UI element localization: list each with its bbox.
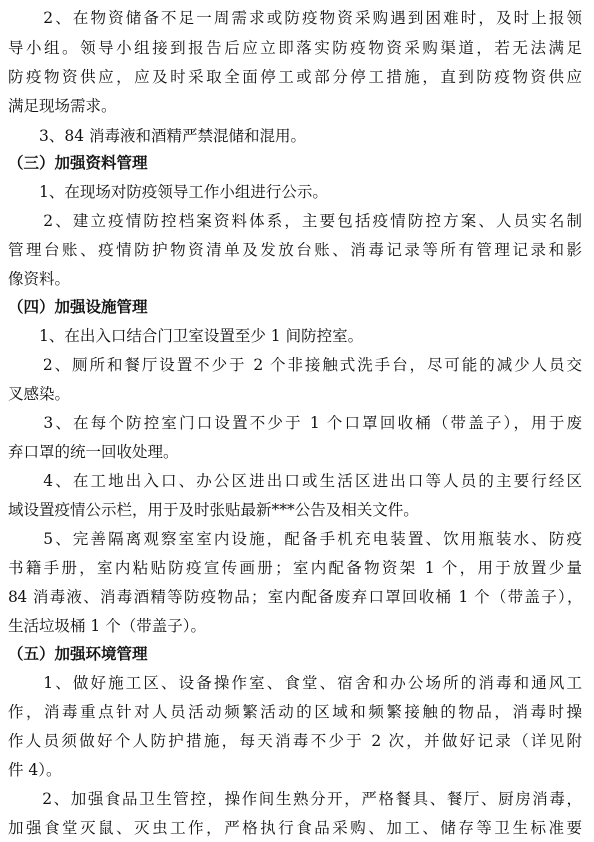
paragraph-line: 导小组。领导小组接到报告后应立即落实防疫物资采购渠道，若无法满足: [8, 39, 582, 57]
paragraph-line: 4、在工地出入口、办公区进出口或生活区进出口等人员的主要行经区: [8, 472, 582, 490]
paragraph-line: 书籍手册，室内粘贴防疫宣传画册；室内配备物资架 1 个，用于放置少量: [8, 559, 582, 577]
section-heading: （三）加强资料管理: [8, 154, 148, 172]
paragraph-line: 管理台账、疫情防护物资清单及发放台账、消毒记录等所有管理记录和影: [8, 241, 582, 259]
paragraph-line: 3、在每个防控室门口设置不少于 1 个口罩回收桶（带盖子），用于废: [8, 414, 582, 432]
paragraph-line: 件 4）。: [8, 761, 62, 779]
paragraph-line: 5、完善隔离观察室室内设施，配备手机充电装置、饮用瓶装水、防疫: [8, 530, 582, 548]
section-heading: （五）加强环境管理: [8, 645, 148, 663]
paragraph-line: 像资料。: [8, 270, 71, 288]
paragraph-line: 叉感染。: [8, 385, 71, 403]
paragraph-line: 作人员须做好个人防护措施，每天消毒不少于 2 次，并做好记录（详见附: [8, 732, 582, 750]
paragraph-line: 加强食堂灭鼠、灭虫工作，严格执行食品采购、加工、储存等卫生标准要: [8, 819, 582, 837]
paragraph-line: 弃口罩的统一回收处理。: [8, 443, 179, 461]
paragraph-line: 防疫物资供应，应及时采取全面停工或部分停工措施，直到防疫物资供应: [8, 68, 582, 86]
paragraph-line: 1、在出入口结合门卫室设置至少 1 间防控室。: [8, 327, 364, 345]
paragraph-line: 84 消毒液、消毒酒精等防疫物品；室内配备废弃口罩回收桶 1 个（带盖子），: [8, 588, 582, 606]
paragraph-line: 域设置疫情公示栏，用于及时张贴最新***公告及相关文件。: [8, 501, 419, 519]
paragraph-line: 2、加强食品卫生管控，操作间生熟分开，严格餐具、餐厅、厨房消毒，: [8, 790, 582, 808]
paragraph-line: 3、84 消毒液和酒精严禁混储和混用。: [8, 127, 307, 145]
paragraph-line: 2、厕所和餐厅设置不少于 2 个非接触式洗手台，尽可能的减少人员交: [8, 356, 582, 374]
paragraph-line: 生活垃圾桶 1 个（带盖子）。: [8, 617, 206, 635]
paragraph-line: 作，消毒重点针对人员活动频繁活动的区域和频繁接触的物品，消毒时操: [8, 703, 582, 721]
paragraph-line: 2、建立疫情防控档案资料体系，主要包括疫情防控方案、人员实名制: [8, 212, 582, 230]
paragraph-line: 1、做好施工区、设备操作室、食堂、宿舍和办公场所的消毒和通风工: [8, 674, 582, 692]
paragraph-line: 2、在物资储备不足一周需求或防疫物资采购遇到困难时，及时上报领: [8, 9, 582, 27]
paragraph-line: 1、在现场对防疫领导工作小组进行公示。: [8, 183, 328, 201]
section-heading: （四）加强设施管理: [8, 298, 148, 316]
paragraph-line: 满足现场需求。: [8, 97, 117, 115]
